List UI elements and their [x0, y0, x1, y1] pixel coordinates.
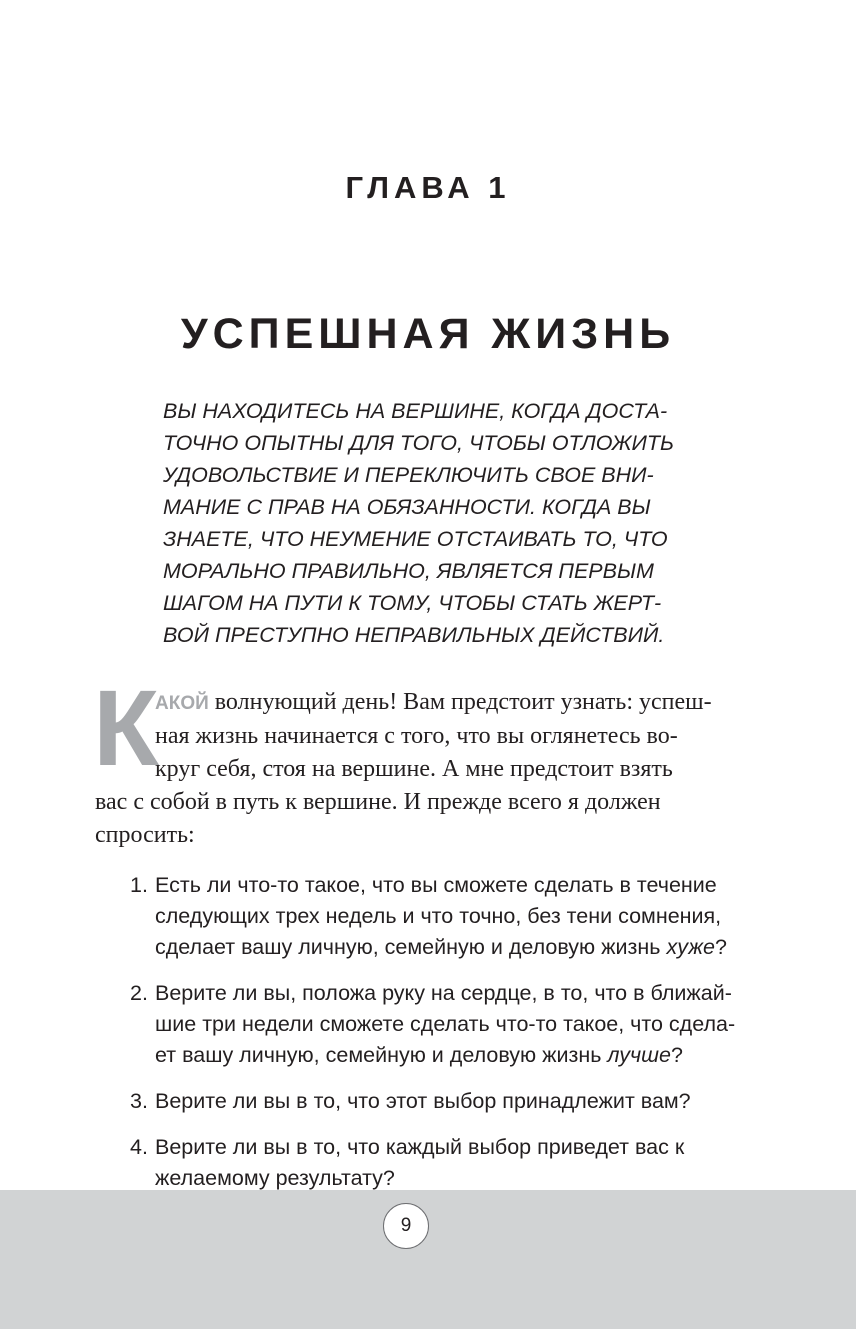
question-line: Есть ли что-то такое, что вы сможете сделать в течение — [155, 873, 717, 897]
question-item — [130, 1132, 730, 1194]
question-number: 2. — [130, 981, 148, 1005]
intro-line: вас с собой в путь к вершине. И прежде всего я должен — [95, 789, 661, 815]
question-line: следующих трех недель и что точно, без тени сомнения, — [155, 904, 722, 928]
question-item — [130, 978, 736, 1071]
question-text: ет вашу личную, семейную и деловую жизнь — [155, 1043, 608, 1067]
intro-paragraph — [95, 686, 725, 852]
question-line: желаемому результату? — [155, 1166, 395, 1190]
epigraph-line: УДОВОЛЬСТВИЕ И ПЕРЕКЛЮЧИТЬ СВОЕ ВНИ- — [163, 463, 654, 487]
epigraph-line: МАНИЕ С ПРАВ НА ОБЯЗАННОСТИ. КОГДА ВЫ — [163, 495, 651, 519]
epigraph-line: ТОЧНО ОПЫТНЫ ДЛЯ ТОГО, ЧТОБЫ ОТЛОЖИТЬ — [163, 431, 674, 455]
lead-word: АКОЙ — [155, 693, 209, 714]
intro-line — [95, 686, 725, 720]
question-line: Верите ли вы, положа руку на сердце, в то, что в ближай- — [155, 981, 732, 1005]
question-number: 1. — [130, 873, 148, 897]
question-item — [130, 870, 730, 963]
intro-text: волнующий день! Вам предстоит узнать: успеш- — [208, 689, 712, 715]
chapter-title: УСПЕШНАЯ ЖИЗНЬ — [180, 310, 676, 358]
question-line: шие три недели сможете сделать что-то такое, что сдела- — [155, 1012, 736, 1036]
intro-line: ная жизнь начинается с того, что вы оглянетесь во- — [155, 723, 678, 749]
question-line — [155, 932, 730, 963]
intro-line: круг себя, стоя на вершине. А мне предстоит взять — [155, 756, 673, 782]
epigraph — [163, 395, 674, 651]
question-list — [130, 870, 736, 1209]
epigraph-line: ВЫ НАХОДИТЕСЬ НА ВЕРШИНЕ, КОГДА ДОСТА- — [163, 399, 668, 423]
drop-cap: К — [93, 667, 159, 788]
page-number: 9 — [383, 1203, 429, 1249]
question-number: 4. — [130, 1135, 148, 1159]
intro-line: спросить: — [95, 822, 195, 848]
question-text: сделает вашу личную, семейную и деловую жизнь — [155, 935, 667, 959]
emphasis: хуже — [666, 935, 715, 959]
epigraph-line: ШАГОМ НА ПУТИ К ТОМУ, ЧТОБЫ СТАТЬ ЖЕРТ- — [163, 591, 662, 615]
question-line: Верите ли вы в то, что этот выбор принадлежит вам? — [155, 1089, 691, 1113]
epigraph-line: ВОЙ ПРЕСТУПНО НЕПРАВИЛЬНЫХ ДЕЙСТВИЙ. — [163, 623, 665, 647]
question-text: ? — [671, 1043, 683, 1067]
question-text: ? — [714, 935, 727, 959]
question-number: 3. — [130, 1089, 148, 1113]
epigraph-line: ЗНАЕТЕ, ЧТО НЕУМЕНИЕ ОТСТАИВАТЬ ТО, ЧТО — [163, 527, 668, 551]
question-line: Верите ли вы в то, что каждый выбор приведет вас к — [155, 1135, 685, 1159]
question-line — [155, 1040, 730, 1071]
footer-band — [0, 1190, 856, 1329]
epigraph-line: МОРАЛЬНО ПРАВИЛЬНО, ЯВЛЯЕТСЯ ПЕРВЫМ — [163, 559, 654, 583]
question-item — [130, 1086, 730, 1117]
emphasis: лучше — [607, 1043, 671, 1067]
chapter-label: ГЛАВА 1 — [345, 170, 511, 205]
